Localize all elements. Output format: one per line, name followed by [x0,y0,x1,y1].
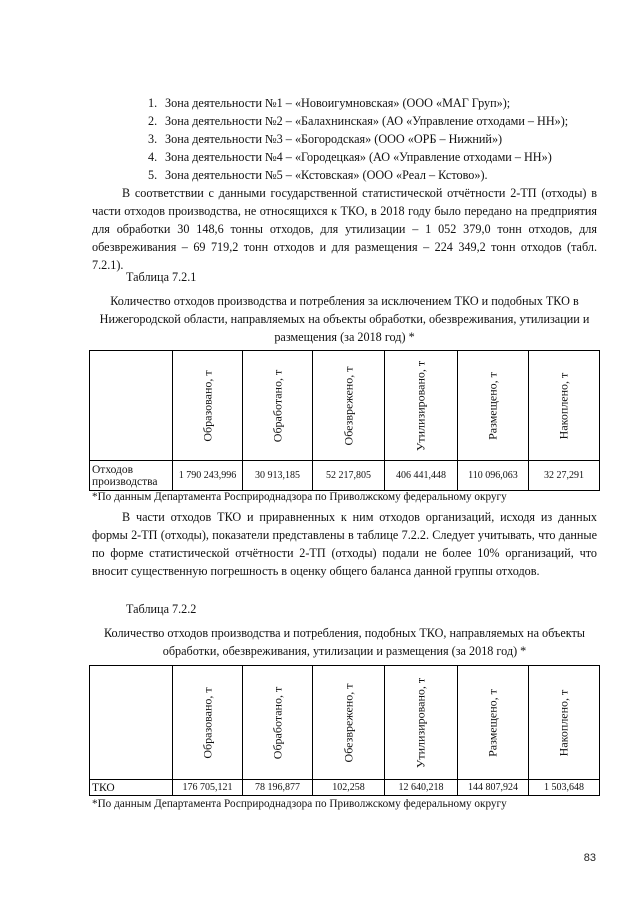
table-cell: 406 441,448 [385,461,458,491]
paragraph-statistics: В соответствии с данными государственной статистической отчётности 2-ТП (отходы) в части отходов производства, не относящихся к ТКО, в 2018 году было передано на предприятия для обработки 30 148,6 тонны отходов, для утилизации – 1 052 379,0 тонн отходов, для обезвреживания – 69 719,2 тонн отходов и для размещения – 224 349,2 тонн отходов (табл. 7.2.1). [92,186,597,272]
row-label: Отходов производства [90,461,173,491]
table-cell: 30 913,185 [243,461,313,491]
row-label: ТКО [90,780,173,796]
table-header-cell [458,351,529,461]
table-row [90,461,600,491]
column-header: Образовано, т [200,369,214,442]
table-cell: 32 27,291 [529,461,600,491]
table-header-cell [385,351,458,461]
table-cell: 78 196,877 [243,780,313,796]
table-cell: 144 807,924 [458,780,529,796]
column-header: Накоплено, т [556,372,571,439]
table-header-cell [173,351,243,461]
table-header-cell [90,351,173,461]
column-header: Размещено, т [485,688,500,757]
table-header-cell [243,666,313,780]
column-header: Утилизировано, т [413,360,428,451]
list-number: 3. [148,132,158,146]
column-header: Обезврежено, т [341,683,355,762]
data-table-7-2-1 [89,350,600,491]
table-header-cell [90,666,173,780]
list-text: Зона деятельности №4 – «Городецкая» (АО «Управление отходами – НН») [165,150,552,164]
list-item [148,94,510,112]
table-header-cell [385,666,458,780]
table-note: *По данным Департамента Росприроднадзора по Приволжскому федеральному округу [92,491,507,503]
table-note: *По данным Департамента Росприроднадзора по Приволжскому федеральному округу [92,798,507,810]
list-text: Зона деятельности №5 – «Кстовская» (ООО «Реал – Кстово»). [165,168,488,182]
list-item [148,148,552,166]
table-header-cell [529,351,600,461]
list-item [148,112,568,130]
table-caption: Таблица 7.2.1 [126,270,197,284]
table-cell: 102,258 [313,780,385,796]
table-header-cell [458,666,529,780]
table-cell: 176 705,121 [173,780,243,796]
list-text: Зона деятельности №3 – «Богородская» (ООО «ОРБ – Нижний») [165,132,503,146]
list-number: 4. [148,150,158,164]
list-text: Зона деятельности №1 – «Новоигумновская» (ООО «МАГ Груп»); [165,96,511,110]
column-header: Обезврежено, т [341,366,355,445]
paragraph-tko: В части отходов ТКО и приравненных к ним отходов организаций, исходя из данных формы 2-ТП (отходы), показатели представлены в таблице 7.2.2. Следует учитывать, что данные по форме статистической отчётности 2-ТП (отходы) подали не более 10% организаций, что вносит существенную погрешность в оценку общего баланса данной группы отходов. [92,510,597,578]
column-header: Обработано, т [270,369,284,442]
table-row [90,780,600,796]
data-table-7-2-2 [89,665,600,796]
list-item [148,130,502,148]
column-header: Образовано, т [200,686,214,759]
list-number: 2. [148,114,158,128]
table-header-cell [173,666,243,780]
list-number: 1. [148,96,158,110]
table-header-cell [313,351,385,461]
column-header: Обработано, т [270,686,284,759]
table-cell: 52 217,805 [313,461,385,491]
list-number: 5. [148,168,158,182]
table-title: Количество отходов производства и потребления за исключением ТКО и подобных ТКО в Нижегородской области, направляемых на объекты обработки, обезвреживания, утилизации и размещения (за 2018 год) * [99,294,590,344]
list-text: Зона деятельности №2 – «Балахнинская» (АО «Управление отходами – НН»); [165,114,569,128]
table-cell: 12 640,218 [385,780,458,796]
column-header: Утилизировано, т [413,677,428,768]
table-header-cell [243,351,313,461]
table-header-cell [529,666,600,780]
page-number: 83 [583,852,596,864]
table-cell: 110 096,063 [458,461,529,491]
table-cell: 1 503,648 [529,780,600,796]
list-item [148,166,488,184]
column-header: Накоплено, т [556,689,571,756]
table-cell: 1 790 243,996 [173,461,243,491]
table-header-cell [313,666,385,780]
table-caption: Таблица 7.2.2 [126,602,197,616]
column-header: Размещено, т [485,371,500,440]
table-title: Количество отходов производства и потребления, подобных ТКО, направляемых на объекты обработки, обезвреживания, утилизации и размещения (за 2018 год) * [103,626,585,658]
